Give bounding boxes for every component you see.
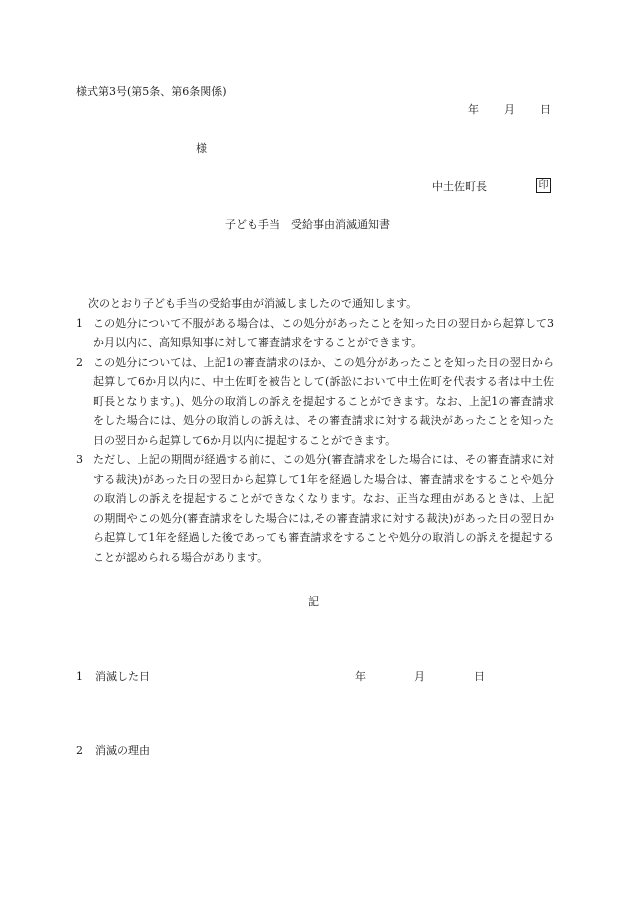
note-text: ただし、上記の期間が経過する前に、この処分(審査請求をした場合には、その審査請求に対する裁決)があった日の翌日から起算して1年を経過した場合は、審査請求をすることや処分の取消しの訴えを提起することができなくなります。なお、正当な理由があるときは、上記の期間やこの処分(審査請求をした場合には,その審査請求に対する裁決)があった日の翌日から起算して1年を経過した後であっても審査請求をすることや処分の取消しの訴えを提起することが認められる場合があります。 <box>93 453 554 564</box>
field-day-label: 日 <box>474 670 485 683</box>
note-item <box>76 450 554 567</box>
date-year-label: 年 <box>468 103 479 116</box>
note-number: 3 <box>76 453 83 466</box>
notice-body <box>76 294 554 567</box>
note-number: 1 <box>76 316 83 330</box>
note-text: この処分については、上記1の審査請求のほか、この処分があったことを知った日の翌日から起算して6か月以内に、中土佐町を被告として(訴訟において中土佐町を代表する者は中土佐町長となります。)、処分の取消しの訴えを提起することができます。なお、上記1の審査請求をした場合には、処分の取消しの訴えは、その審査請求に対する裁決があったことを知った日の翌日から起算して6か月以内に提起することができます。 <box>93 355 554 447</box>
field-number: 2 <box>76 744 83 757</box>
date-day-label: 日 <box>540 103 551 116</box>
field-month-label: 月 <box>414 670 425 683</box>
note-item <box>76 314 554 353</box>
addressee-honorific: 様 <box>196 142 207 155</box>
field-label-extinction-date: 消滅した日 <box>95 670 150 683</box>
form-number: 様式第3号(第5条、第6条関係) <box>76 85 227 98</box>
seal-mark: 印 <box>536 178 551 193</box>
field-label-extinction-reason: 消滅の理由 <box>95 744 150 757</box>
issuer-name: 中土佐町長 <box>432 180 487 193</box>
field-year-label: 年 <box>355 670 366 683</box>
note-item <box>76 353 554 451</box>
note-text: この処分について不服がある場合は、この処分があったことを知った日の翌日から起算して3か月以内に、高知県知事に対して審査請求をすることができます。 <box>93 316 554 349</box>
intro-text: 次のとおり子ども手当の受給事由が消滅しましたので通知します。 <box>88 297 418 310</box>
ki-heading: 記 <box>308 595 319 608</box>
date-month-label: 月 <box>504 103 515 116</box>
document-title: 子ども手当 受給事由消滅通知書 <box>225 218 390 231</box>
field-number: 1 <box>76 670 83 683</box>
note-number: 2 <box>76 355 83 369</box>
